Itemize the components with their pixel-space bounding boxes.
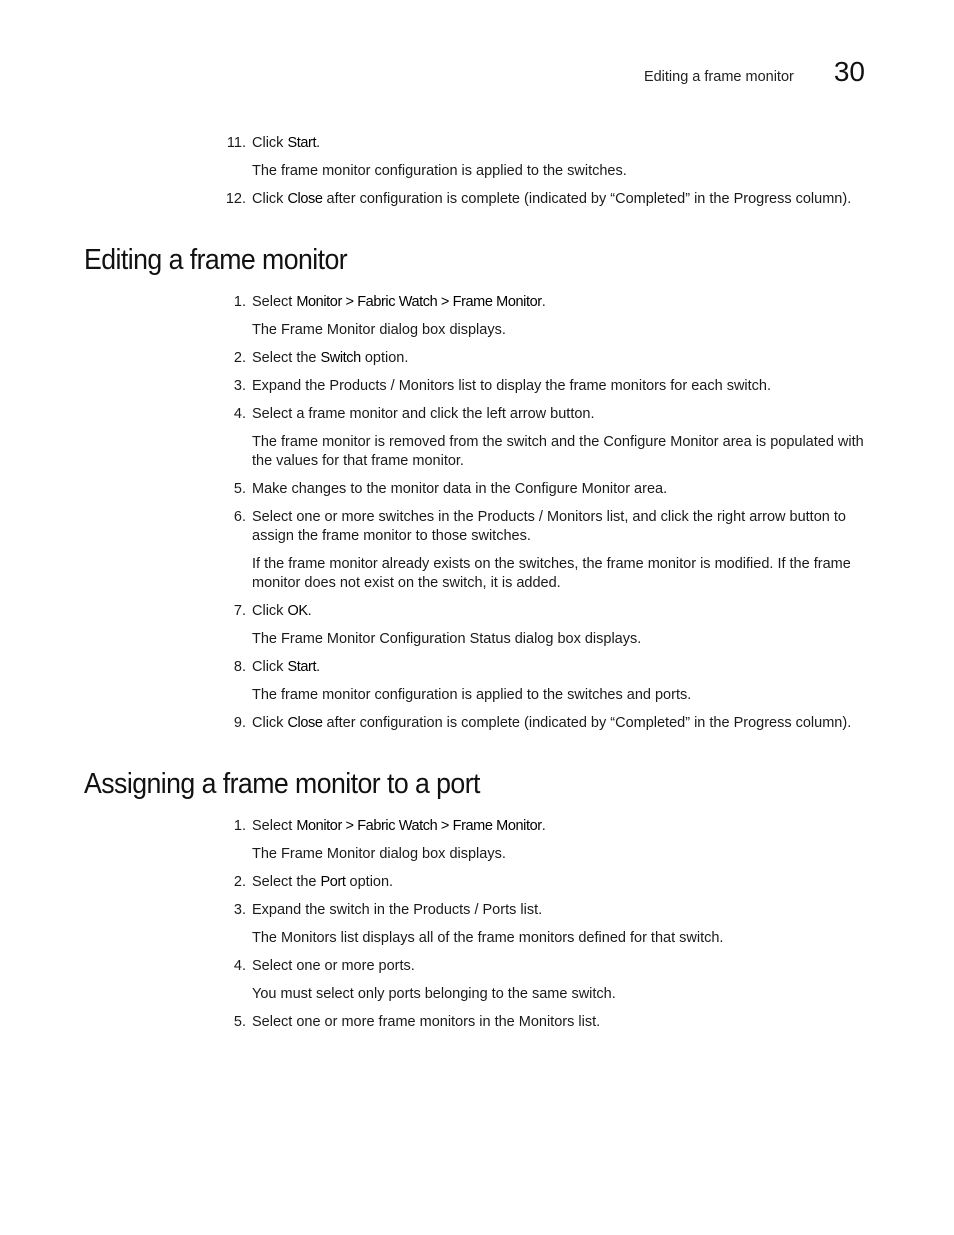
step-text: Click Close after configuration is complete (indicated by “Completed” in the Progress column). xyxy=(252,715,852,731)
step-number: 11. xyxy=(226,135,246,151)
step-number: 4. xyxy=(233,406,246,422)
step-number: 6. xyxy=(233,509,246,525)
ui-term: Monitor > Fabric Watch > Frame Monitor xyxy=(296,818,542,834)
step-text: Select one or more ports. xyxy=(252,958,415,974)
step-text: Expand the Products / Monitors list to display the frame monitors for each switch. xyxy=(252,378,772,394)
step-number: 1. xyxy=(233,818,246,834)
step-number: 5. xyxy=(233,481,246,497)
step-text: Select a frame monitor and click the left arrow button. xyxy=(252,406,595,422)
step-number: 7. xyxy=(233,603,246,619)
section-heading: Editing a frame monitor xyxy=(84,244,348,276)
ui-term: OK xyxy=(287,603,308,619)
step-text: Select the Switch option. xyxy=(252,350,409,366)
ui-term: Start xyxy=(287,659,317,675)
step-text: Make changes to the monitor data in the Configure Monitor area. xyxy=(252,481,668,497)
step-number: 12. xyxy=(225,191,246,207)
step-text: Select one or more switches in the Products / Monitors list, and click the right arrow button to assign the frame monitor to those switches. xyxy=(252,509,846,544)
step-number: 3. xyxy=(233,902,246,918)
step-number: 3. xyxy=(233,378,246,394)
step-number: 8. xyxy=(233,659,246,675)
section-heading: Assigning a frame monitor to a port xyxy=(84,768,480,800)
step-number: 2. xyxy=(233,874,246,890)
step-text: Select one or more frame monitors in the Monitors list. xyxy=(252,1014,601,1030)
step-text: Click Start. xyxy=(252,135,321,151)
ui-term: Close xyxy=(287,191,323,207)
step-number: 2. xyxy=(233,350,246,366)
step-text: Select Monitor > Fabric Watch > Frame Monitor. xyxy=(252,818,546,834)
running-header-title: Editing a frame monitor xyxy=(643,69,794,85)
step-text: Click Close after configuration is complete (indicated by “Completed” in the Progress column). xyxy=(252,191,852,207)
ui-term: Start xyxy=(287,135,317,151)
ui-term: Switch xyxy=(320,350,361,366)
ui-term: Port xyxy=(320,874,346,890)
step-number: 1. xyxy=(233,294,246,310)
step-number: 5. xyxy=(233,1014,246,1030)
step-number: 4. xyxy=(233,958,246,974)
ui-term: Close xyxy=(287,715,323,731)
step-text: Click OK. xyxy=(252,603,312,619)
chapter-number: 30 xyxy=(833,56,865,87)
running-header xyxy=(644,56,865,88)
ui-term: Monitor > Fabric Watch > Frame Monitor xyxy=(296,294,542,310)
step-text: Select Monitor > Fabric Watch > Frame Monitor. xyxy=(252,294,546,310)
step-text: Expand the switch in the Products / Ports list. xyxy=(252,902,543,918)
step-number: 9. xyxy=(233,715,246,731)
step-text: Click Start. xyxy=(252,659,321,675)
step-text: Select the Port option. xyxy=(252,874,394,890)
